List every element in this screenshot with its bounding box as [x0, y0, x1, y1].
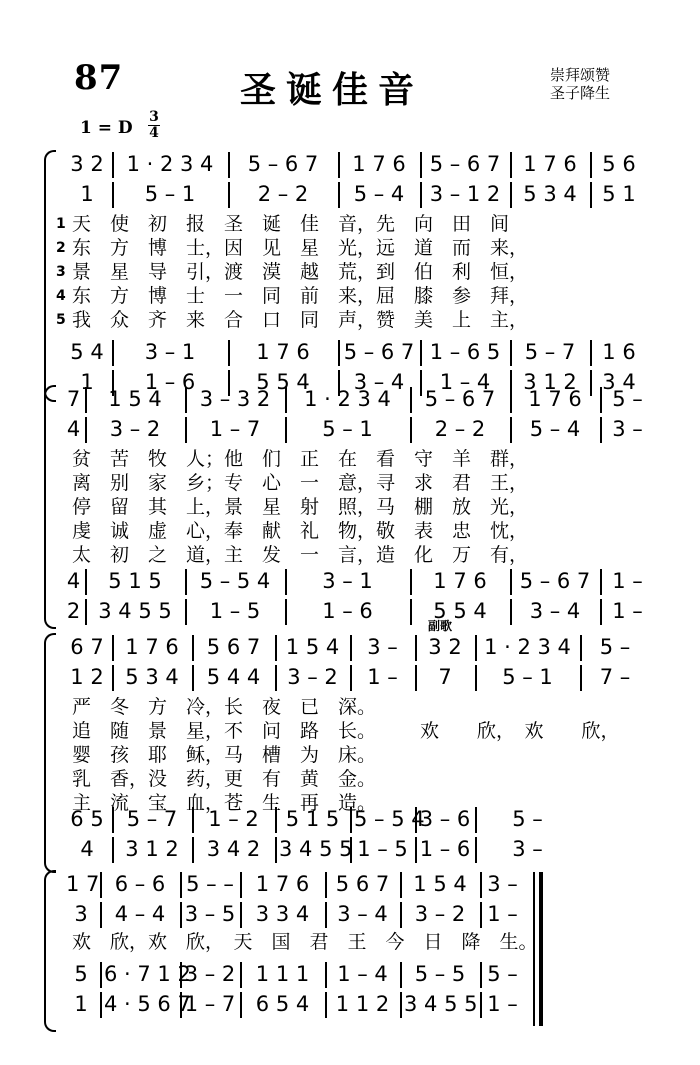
note-group: 3 – [612, 417, 643, 441]
note-group: 1 7 6 [256, 340, 310, 364]
notation-row [0, 567, 700, 595]
barline [475, 807, 477, 833]
barline [112, 152, 114, 178]
note-group: 1 – 6 5 [429, 340, 501, 364]
barline [180, 902, 182, 928]
barline [590, 152, 592, 178]
note-group: 1 7 6 [528, 387, 582, 411]
notation-row [0, 900, 700, 928]
note-group: 3 4 2 [206, 837, 261, 861]
refrain-label: 副歌 [428, 619, 453, 633]
barline [228, 340, 230, 366]
lyric-text: 我 众 齐 来 合 口 同 声，赞 美 上 主， [72, 309, 529, 331]
note-group: 6 7 [70, 635, 104, 659]
notation-row [0, 835, 700, 863]
note-group: 3 – [367, 635, 398, 659]
note-group: 1 6 [602, 340, 636, 364]
note-group: 1 – 7 [184, 992, 236, 1016]
note-group: 1 5 4 [285, 635, 340, 659]
barline [410, 417, 412, 443]
note-group: 5 – 6 7 [424, 387, 496, 411]
barline [240, 962, 242, 988]
note-group: 3 – [512, 837, 543, 861]
note-group: 4 [66, 569, 81, 593]
note-group: 1 – 6 [322, 599, 373, 623]
barline [410, 569, 412, 595]
barline [180, 872, 182, 898]
category-line-1: 崇拜颂赞 [550, 66, 611, 84]
barline [510, 569, 512, 595]
note-group: 5 3 4 [523, 182, 577, 206]
note-group: 4 – 4 [114, 902, 166, 926]
lyric-text: 停 留 其 上，景 星 射 照，马 棚 放 光， [72, 496, 529, 518]
note-group: 2 – 2 [257, 182, 309, 206]
barline [325, 902, 327, 928]
barline [192, 807, 194, 833]
note-group: 3 – 2 [287, 665, 338, 689]
barline [400, 902, 402, 928]
hymn-title: 圣诞佳音 [240, 69, 425, 111]
note-group: 1 5 4 [413, 872, 467, 896]
barline [325, 992, 327, 1018]
barline [590, 340, 592, 366]
notation-row [0, 415, 700, 443]
note-group: 1 [80, 370, 94, 394]
barline [85, 599, 87, 625]
note-group: 4 [80, 837, 94, 861]
barline [112, 807, 114, 833]
category-line-2: 圣子降生 [550, 84, 611, 102]
note-group: 3 3 4 [255, 902, 310, 926]
barline [350, 665, 352, 691]
barline [475, 665, 477, 691]
note-group: 3 4 5 5 [279, 837, 353, 861]
note-group: 3 – 4 [353, 370, 405, 394]
barline [600, 569, 602, 595]
note-group: 1 5 4 [108, 387, 162, 411]
note-group: 5 [74, 962, 88, 986]
key-signature: 1 = D [80, 118, 133, 138]
note-group: 1 7 6 [352, 152, 406, 176]
barline [185, 417, 187, 443]
barline [85, 387, 87, 413]
barline [338, 152, 340, 178]
lyric-text: 虔 诚 虚 心，奉 献 礼 物，敬 表 忠 忱， [72, 520, 529, 542]
note-group: 3 2 [70, 152, 104, 176]
barline [285, 569, 287, 595]
note-group: 5 – 6 7 [343, 340, 415, 364]
note-group: 7 [438, 665, 452, 689]
verse-number: 3 [56, 264, 66, 280]
note-group: 5 – 7 [126, 807, 178, 831]
barline [590, 182, 592, 208]
note-group: 3 – 1 [144, 340, 196, 364]
barline [480, 962, 482, 988]
note-group: 3 4 5 5 [98, 599, 172, 623]
note-group: 2 [66, 599, 81, 623]
note-group: 3 – 2 [414, 902, 466, 926]
barline [600, 599, 602, 625]
barline [475, 837, 477, 863]
note-group: 3 4 [602, 370, 636, 394]
barline [600, 417, 602, 443]
note-group: 5 – [512, 807, 543, 831]
barline [240, 902, 242, 928]
final-barline-thick [539, 872, 543, 1026]
barline [510, 340, 512, 366]
note-group: 5 5 4 [256, 370, 310, 394]
notation-row [0, 385, 700, 413]
category-label [550, 66, 610, 102]
lyric-text: 天 使 初 报 圣 诞 佳 音，先 向 田 间 [72, 213, 510, 235]
final-barline-thin [533, 872, 535, 1026]
hymn-number: 87 [74, 58, 124, 98]
note-group: 1 · 2 3 4 [484, 635, 571, 659]
note-group: 1 [74, 992, 88, 1016]
barline [510, 387, 512, 413]
notation-row [0, 663, 700, 691]
lyric-text: 东 方 博 士 一 同 前 来，屈 膝 参 拜， [72, 285, 529, 307]
note-group: 2 – 2 [434, 417, 486, 441]
note-group: 1 7 6 [255, 872, 310, 896]
note-group: 3 – 3 2 [199, 387, 271, 411]
lyric-text: 景 星 导 引，渡 漠 越 荒，到 伯 利 恒， [72, 261, 529, 283]
note-group: 1 – 4 [439, 370, 491, 394]
note-group: 1 7 [66, 872, 100, 896]
barline [350, 807, 352, 833]
barline [420, 340, 422, 366]
barline [240, 992, 242, 1018]
note-group: 3 – 2 [184, 962, 236, 986]
note-group: 5 – 1 [322, 417, 373, 441]
note-group: 4 · 5 6 7 [104, 992, 191, 1016]
note-group: 3 [74, 902, 88, 926]
note-group: 5 – 5 4 [199, 569, 271, 593]
barline [192, 635, 194, 661]
barline [480, 992, 482, 1018]
note-group: 3 – 6 [419, 807, 471, 831]
barline [228, 152, 230, 178]
barline [415, 635, 417, 661]
barline [475, 635, 477, 661]
note-group: 5 – 6 7 [247, 152, 319, 176]
barline [338, 182, 340, 208]
note-group: 5 – [599, 635, 631, 659]
note-group: 5 4 [70, 340, 104, 364]
barline [400, 992, 402, 1018]
note-group: 3 – [487, 872, 518, 896]
notation-row [0, 870, 700, 898]
note-group: 5 1 5 [108, 569, 162, 593]
barline [420, 182, 422, 208]
note-group: 5 – 6 7 [429, 152, 501, 176]
note-group: 1 1 1 [255, 962, 310, 986]
note-group: 1 2 [70, 665, 104, 689]
note-group: 1 – 5 [357, 837, 408, 861]
note-group: 1 – 4 [337, 962, 388, 986]
barline [420, 152, 422, 178]
lyric-text: 贫 苦 牧 人；他 们 正 在 看 守 羊 群， [72, 448, 529, 470]
barline [580, 665, 582, 691]
barline [112, 340, 114, 366]
barline [112, 837, 114, 863]
note-group: 5 – 4 [529, 417, 581, 441]
note-group: 3 – 5 [184, 902, 236, 926]
note-group: 1 – [487, 992, 518, 1016]
note-group: 7 [66, 387, 81, 411]
note-group: 3 – 4 [337, 902, 388, 926]
lyric-text: 东 方 博 士，因 见 星 光，远 道 而 来， [72, 237, 529, 259]
note-group: 3 1 2 [125, 837, 179, 861]
lyric-text: 追 随 景 星，不 问 路 长。 [72, 720, 377, 742]
note-group: 5 – [487, 962, 518, 986]
barline [112, 635, 114, 661]
notation-row [0, 150, 700, 178]
barline [275, 837, 277, 863]
barline [285, 599, 287, 625]
note-group: 1 – [612, 569, 643, 593]
barline [350, 837, 352, 863]
note-group: 1 – [612, 599, 643, 623]
time-signature-bottom: 4 [149, 125, 159, 141]
notation-row [0, 597, 700, 625]
note-group: 1 – 7 [209, 417, 261, 441]
barline [100, 992, 102, 1018]
barline [325, 872, 327, 898]
note-group: 5 3 4 [125, 665, 179, 689]
lyric-text: 婴 孩 耶 稣，马 槽 为 床。 [72, 744, 377, 766]
barline [192, 837, 194, 863]
barline [112, 182, 114, 208]
barline [100, 902, 102, 928]
note-group: 1 – [487, 902, 518, 926]
lyric-text: 严 冬 方 冷，长 夜 已 深。 [72, 696, 377, 718]
note-group: 1 7 6 [125, 635, 179, 659]
note-group: 3 1 2 [523, 370, 577, 394]
note-group: 6 · 7 1 2 [104, 962, 191, 986]
note-group: 5 – – [186, 872, 234, 896]
note-group: 5 6 7 [335, 872, 390, 896]
barline [415, 837, 417, 863]
note-group: 3 2 [428, 635, 462, 659]
barline [180, 962, 182, 988]
note-group: 6 – 6 [114, 872, 166, 896]
barline [400, 962, 402, 988]
note-group: 5 – 5 4 [354, 807, 425, 831]
note-group: 6 5 [70, 807, 104, 831]
note-group: 5 – 4 [353, 182, 405, 206]
notation-row [0, 338, 700, 366]
notation-row [0, 960, 700, 988]
barline [350, 635, 352, 661]
barline [510, 152, 512, 178]
barline [580, 635, 582, 661]
time-signature-top: 3 [149, 109, 159, 125]
lyric-text: 主 流 宝 血，苍 生 再 造。 [72, 792, 377, 814]
barline [285, 417, 287, 443]
note-group: 5 1 [602, 182, 636, 206]
note-group: 5 – 1 [144, 182, 196, 206]
barline [338, 340, 340, 366]
note-group: 5 6 7 [206, 635, 261, 659]
verse-number: 1 [56, 216, 66, 232]
note-group: 5 – 5 [414, 962, 466, 986]
note-group: 1 – 6 [144, 370, 196, 394]
note-group: 5 – 1 [502, 665, 553, 689]
barline [600, 387, 602, 413]
barline [275, 807, 277, 833]
note-group: 5 – 6 7 [519, 569, 591, 593]
notation-row [0, 990, 700, 1018]
note-group: 1 – 6 [419, 837, 471, 861]
note-group: 5 5 4 [433, 599, 487, 623]
notation-row [0, 180, 700, 208]
barline [510, 417, 512, 443]
note-group: 1 · 2 3 4 [304, 387, 391, 411]
note-group: 1 – [367, 665, 398, 689]
barline [185, 569, 187, 595]
note-group: 5 – 7 [524, 340, 576, 364]
barline [192, 665, 194, 691]
barline [410, 387, 412, 413]
note-group: 5 – [612, 387, 643, 411]
verse-number: 5 [56, 312, 66, 328]
note-group: 6 5 4 [255, 992, 310, 1016]
note-group: 1 1 2 [335, 992, 390, 1016]
note-group: 3 – 4 [529, 599, 581, 623]
barline [100, 962, 102, 988]
refrain-lyrics: 欢 欣， 欢 欣， [420, 720, 620, 742]
barline [112, 665, 114, 691]
barline [415, 665, 417, 691]
time-signature [148, 110, 160, 141]
barline [228, 182, 230, 208]
note-group: 5 4 4 [206, 665, 261, 689]
note-group: 1 [80, 182, 94, 206]
note-group: 5 6 [602, 152, 636, 176]
lyric-text: 离 别 家 乡；专 心 一 意，寻 求 君 王， [72, 472, 529, 494]
barline [180, 992, 182, 1018]
note-group: 3 4 5 5 [404, 992, 478, 1016]
barline [85, 417, 87, 443]
barline [510, 599, 512, 625]
barline [480, 872, 482, 898]
note-group: 1 · 2 3 4 [126, 152, 214, 176]
barline [510, 182, 512, 208]
note-group: 7 – [599, 665, 631, 689]
verse-number: 4 [56, 288, 66, 304]
note-group: 1 – 5 [209, 599, 261, 623]
barline [415, 807, 417, 833]
barline [410, 599, 412, 625]
barline [285, 387, 287, 413]
verse-number: 2 [56, 240, 66, 256]
note-group: 1 7 6 [523, 152, 577, 176]
barline [185, 599, 187, 625]
lyric-text: 乳 香，没 药，更 有 黄 金。 [72, 768, 377, 790]
barline [325, 962, 327, 988]
notation-row [0, 633, 700, 661]
note-group: 3 – 1 2 [429, 182, 501, 206]
note-group: 1 7 6 [433, 569, 487, 593]
note-group: 3 – 2 [109, 417, 161, 441]
notation-row [0, 805, 700, 833]
barline [480, 902, 482, 928]
note-group: 4 [66, 417, 81, 441]
note-group: 3 – 1 [322, 569, 373, 593]
lyric-text: 欢 欣，欢 欣， 天 国 君 王 今 日 降 生。 [72, 931, 538, 953]
barline [240, 872, 242, 898]
barline [400, 872, 402, 898]
barline [275, 635, 277, 661]
barline [185, 387, 187, 413]
lyric-text: 太 初 之 道，主 发 一 言，造 化 万 有， [72, 544, 529, 566]
note-group: 1 – 2 [208, 807, 259, 831]
note-group: 5 1 5 [285, 807, 340, 831]
barline [100, 872, 102, 898]
barline [275, 665, 277, 691]
barline [85, 569, 87, 595]
